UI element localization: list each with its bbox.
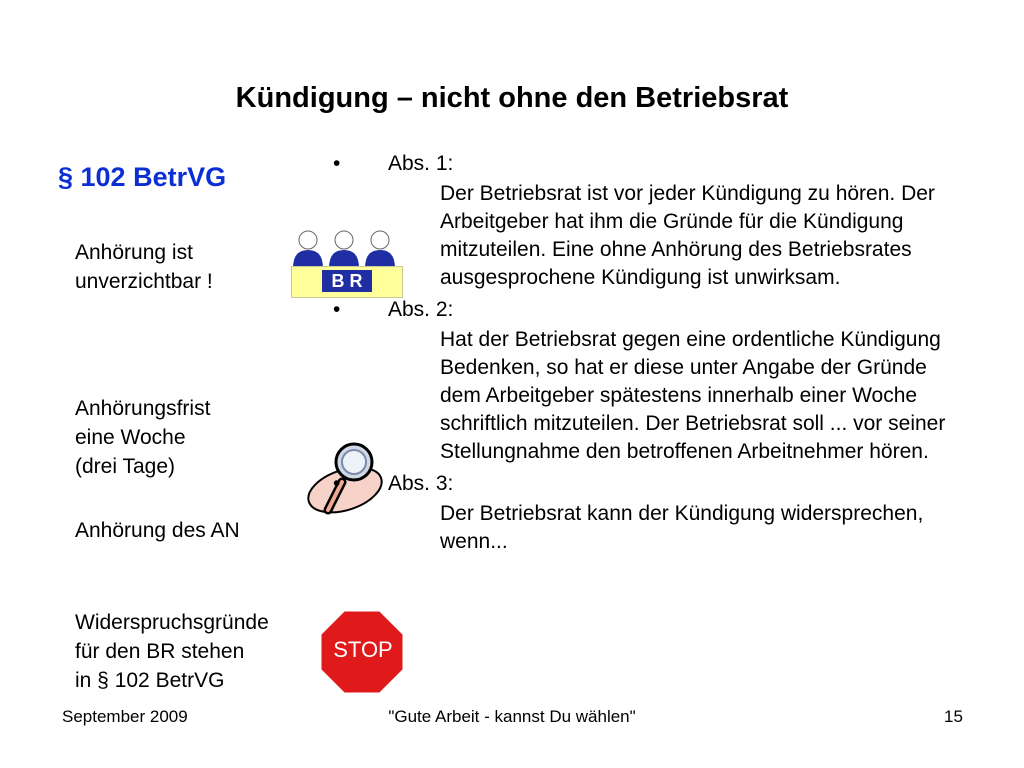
slide-title: Kündigung – nicht ohne den Betriebsrat — [235, 82, 789, 114]
bullet-list — [330, 150, 990, 560]
list-item — [330, 470, 990, 500]
bullet-label: Abs. 1: — [388, 152, 454, 175]
side-note-line: in § 102 BetrVG — [75, 669, 225, 692]
side-note-line: Widerspruchsgründe — [75, 611, 269, 634]
br-label: B R — [322, 270, 372, 292]
bullet-symbol: • — [333, 152, 341, 175]
side-note-line: Anhörung ist — [75, 241, 193, 264]
footer-date: September 2009 — [62, 707, 188, 726]
bullet-text: Der Betriebsrat kann der Kündigung widersprechen, wenn... — [440, 502, 924, 553]
bullet-symbol: • — [333, 298, 341, 321]
list-item — [330, 296, 990, 326]
side-note-line: eine Woche — [75, 426, 186, 449]
side-note-line: (drei Tage) — [75, 455, 175, 478]
side-note-employee-hearing — [75, 516, 315, 545]
stop-sign-label: STOP — [333, 637, 393, 662]
side-note-line: Anhörungsfrist — [75, 397, 211, 420]
side-note-deadline — [75, 394, 315, 481]
list-item — [330, 150, 990, 180]
footer-caption: "Gute Arbeit - kannst Du wählen" — [388, 707, 636, 726]
side-note-line: für den BR stehen — [75, 640, 245, 663]
bullet-label: Abs. 2: — [388, 298, 454, 321]
page-number: 15 — [944, 707, 963, 726]
side-note-objection — [75, 608, 315, 695]
bullet-symbol: • — [333, 472, 341, 495]
bullet-text: Hat der Betriebsrat gegen eine ordentliche Kündigung Bedenken, so hat er diese unter Angabe der Gründe dem Arbeitgeber spätestens innerhalb einer Woche schriftlich mitzuteilen. Der Betriebsrat soll ... vor seiner Stellungnahme den betroffenen Arbeitnehmer hören. — [440, 328, 946, 463]
bullet-text: Der Betriebsrat ist vor jeder Kündigung zu hören. Der Arbeitgeber hat ihm die Gründe für die Kündigung mitzuteilen. Eine ohne Anhörung des Betriebsrates ausgesprochene Kündigung ist unwirksam. — [440, 182, 935, 289]
side-note-hearing — [75, 238, 315, 296]
side-note-line: Anhörung des AN — [75, 519, 240, 542]
law-heading: § 102 BetrVG — [58, 162, 227, 192]
side-note-line: unverzichtbar ! — [75, 270, 213, 293]
bullet-label: Abs. 3: — [388, 472, 454, 495]
